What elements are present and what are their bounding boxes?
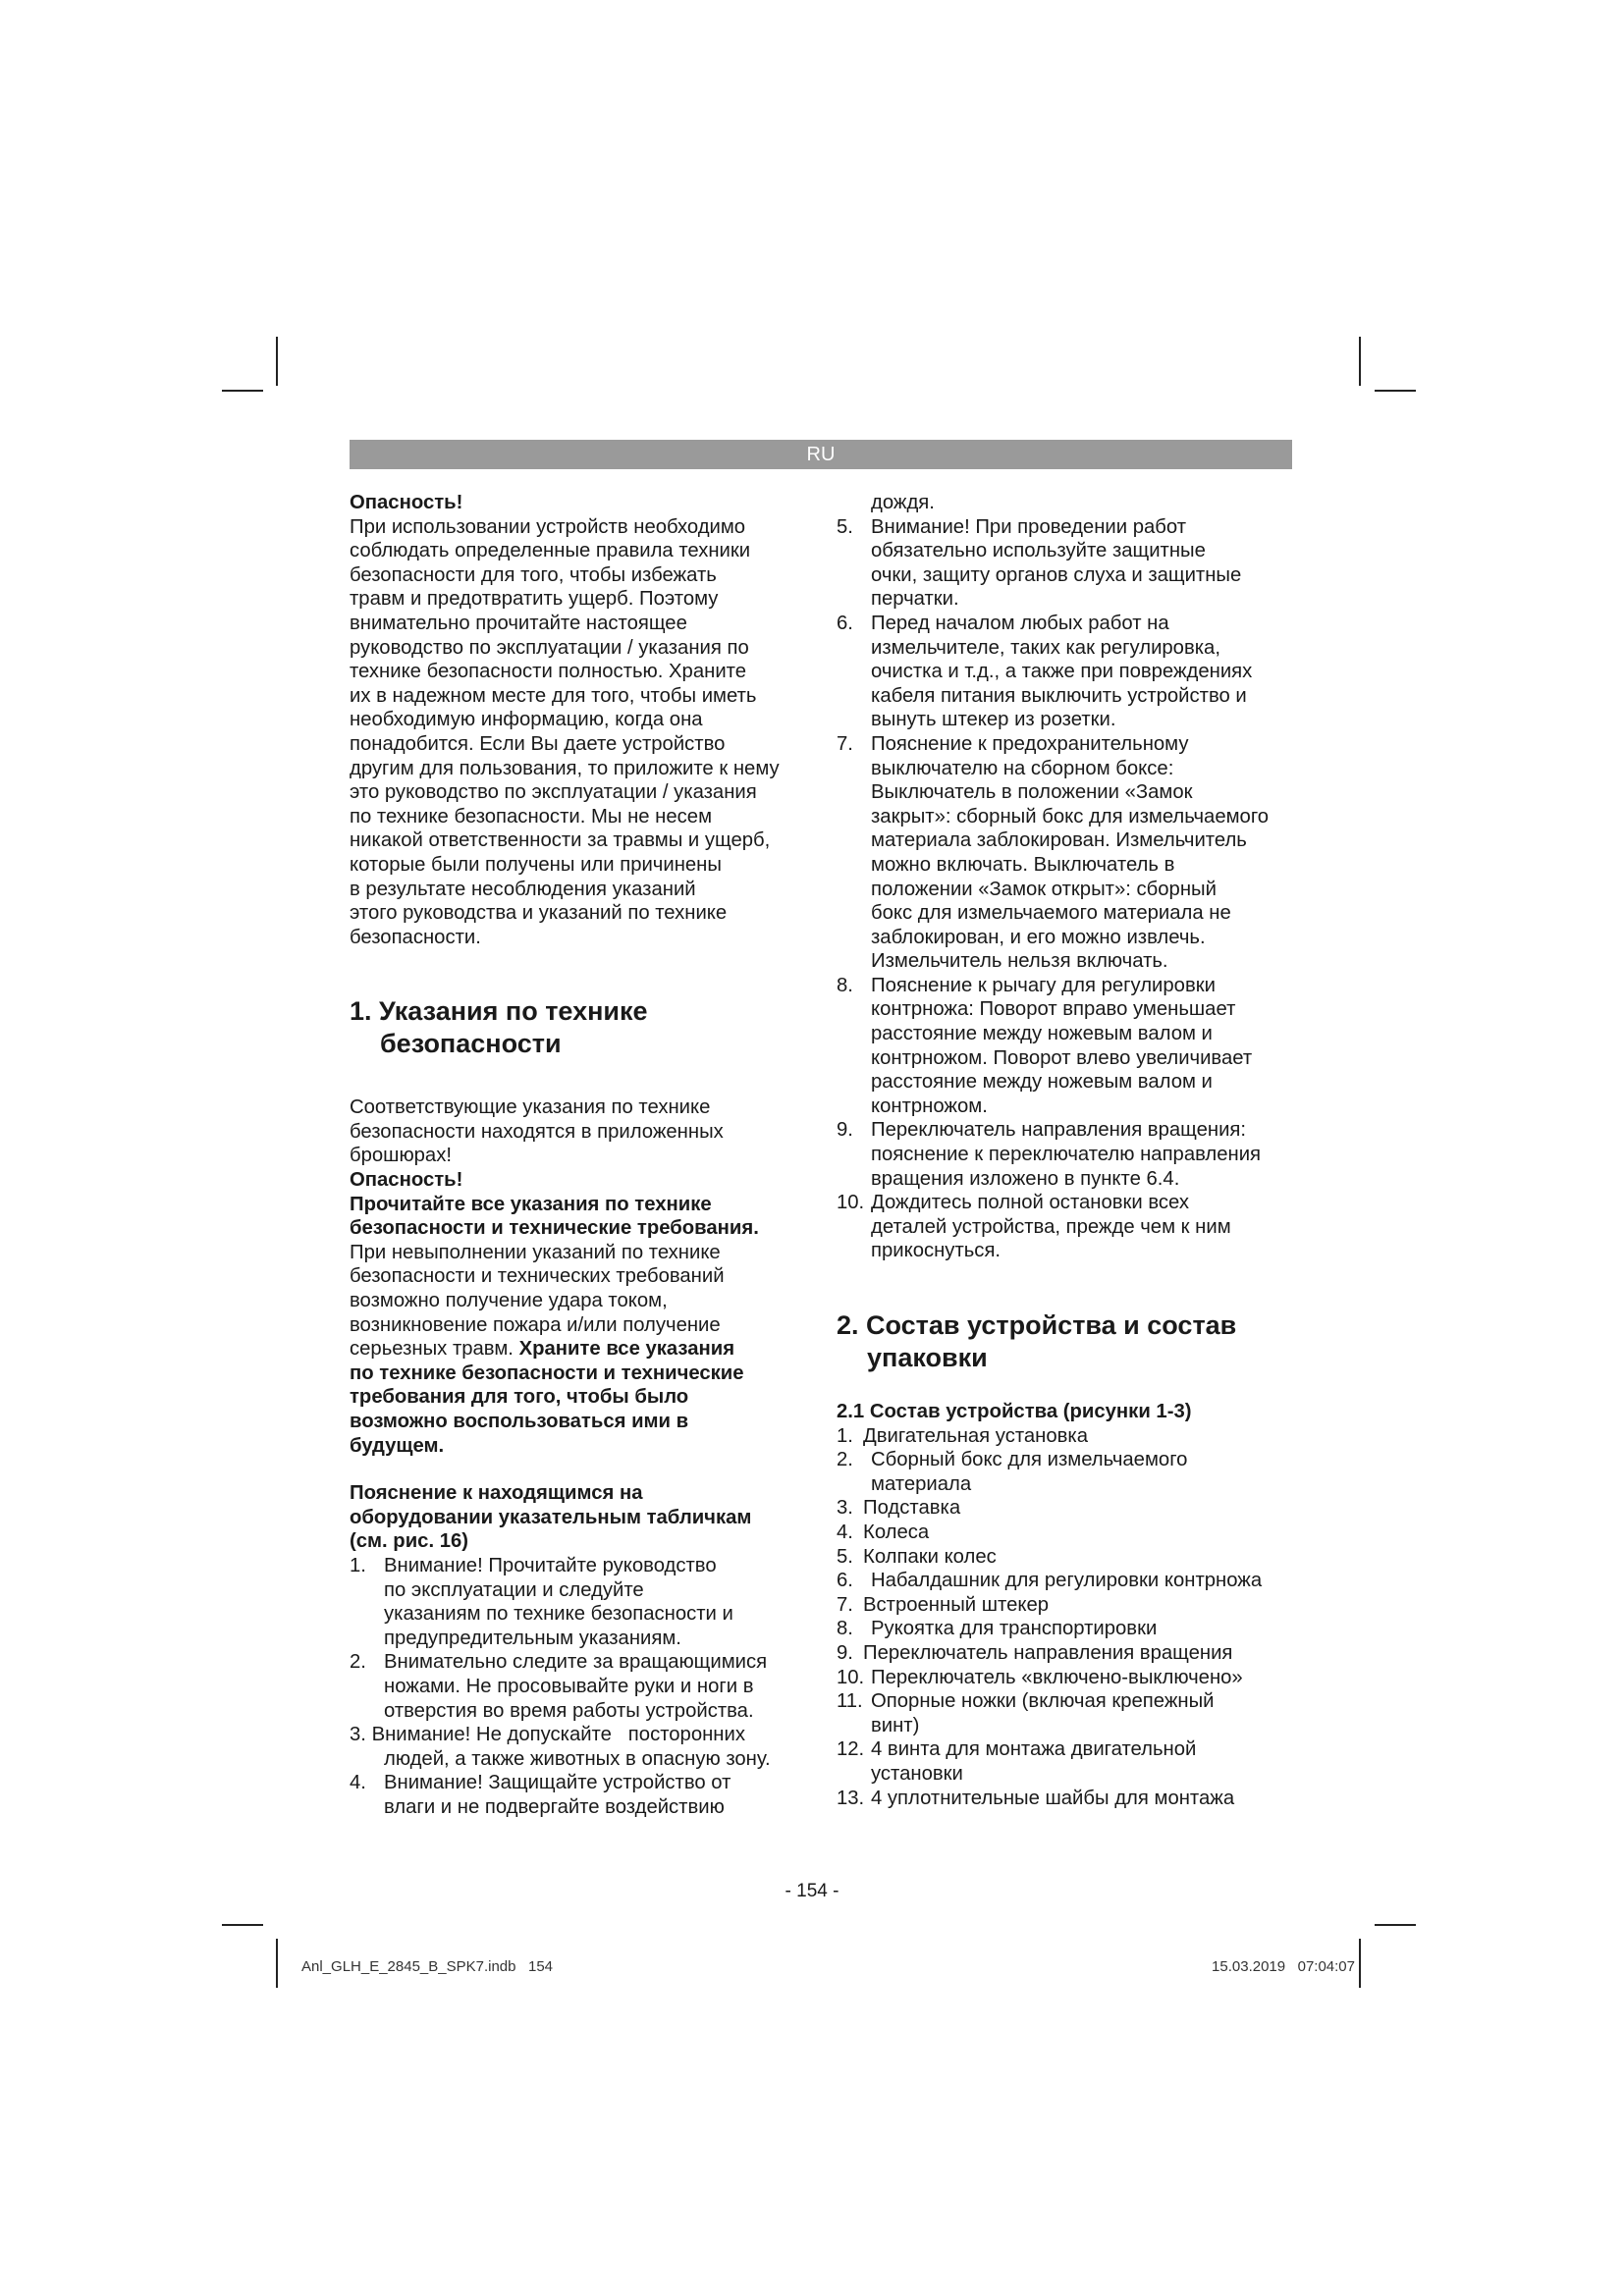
item-text-line: Дождитесь полной остановки всех xyxy=(871,1192,1190,1214)
text-line: будущем. xyxy=(350,1434,445,1457)
item-number: 11. xyxy=(837,1690,863,1713)
item-text-line: Переключатель направления вращения xyxy=(863,1641,1233,1664)
text-line: никакой ответственности за травмы и ущерб, xyxy=(350,829,771,852)
item-text-line: Набалдашник для регулировки контрножа xyxy=(871,1570,1263,1592)
list-item xyxy=(837,515,1298,612)
list-item xyxy=(837,1569,1298,1593)
list-item xyxy=(837,1191,1298,1263)
text-line: этого руководства и указаний по технике xyxy=(350,902,728,925)
text-line: которые были получены или причинены xyxy=(350,853,722,876)
item-text-line: бокс для измельчаемого материала не xyxy=(871,902,1231,925)
item-number: 6. xyxy=(837,612,853,634)
item-text-line: Переключатель направления вращения: xyxy=(871,1119,1247,1142)
item-text-line: Двигательная установка xyxy=(863,1424,1089,1447)
item-number: 4. xyxy=(350,1772,366,1794)
item-text-line: 4 винта для монтажа двигательной xyxy=(871,1738,1197,1761)
text-line: оборудовании указательным табличкам xyxy=(350,1506,752,1528)
item-number: 3. xyxy=(837,1497,853,1520)
item-text-line: выключателю на сборном боксе: xyxy=(871,757,1174,779)
list-item xyxy=(837,1496,1298,1521)
list-item xyxy=(837,1424,1298,1449)
item-number: 2. xyxy=(837,1449,853,1471)
list-item xyxy=(350,1650,811,1723)
item-text-line: Измельчитель нельзя включать. xyxy=(871,950,1168,973)
list-item xyxy=(837,1545,1298,1570)
item-text-line: Колеса xyxy=(863,1521,930,1543)
item-number: 12. xyxy=(837,1738,865,1761)
text-line: внимательно прочитайте настоящее xyxy=(350,612,687,634)
text-line: соблюдать определенные правила техники xyxy=(350,540,751,562)
item-text-line: указаниям по технике безопасности и xyxy=(384,1603,733,1626)
text-line: возможно получение удара током, xyxy=(350,1290,668,1312)
item-text-line: отверстия во время работы устройства. xyxy=(384,1699,754,1722)
list-item xyxy=(350,1723,811,1771)
crop-mark xyxy=(222,390,263,392)
item-text-line: вынуть штекер из розетки. xyxy=(871,709,1116,731)
item-text-line: Выключатель в положении «Замок xyxy=(871,781,1193,804)
item-number: 1. xyxy=(350,1554,366,1576)
list-item xyxy=(837,1118,1298,1191)
text-line: по технике безопасности и технические xyxy=(350,1362,744,1384)
text-line: другим для пользования, то приложите к нему xyxy=(350,757,780,779)
footer-datetime: 15.03.2019 07:04:07 xyxy=(1212,1958,1355,1975)
item-number: 8. xyxy=(837,1618,853,1640)
item-number: 5. xyxy=(837,515,853,538)
item-text-line: Внимательно следите за вращающимися xyxy=(384,1651,768,1674)
item-text-line: пояснение к переключателю направления xyxy=(871,1144,1262,1166)
language-header-bar xyxy=(350,440,1292,469)
item-text-line: Пояснение к предохранительному xyxy=(871,732,1189,755)
item-text-line: Сборный бокс для измельчаемого xyxy=(871,1449,1188,1471)
list-item xyxy=(837,732,1298,974)
text-line: Прочитайте все указания по технике xyxy=(350,1193,712,1215)
item-text-line: предупредительным указаниям. xyxy=(384,1627,681,1649)
text-line: (см. рис. 16) xyxy=(350,1530,469,1553)
text-line: При использовании устройств необходимо xyxy=(350,515,746,538)
item-text-line: людей, а также животных в опасную зону. xyxy=(384,1747,771,1770)
text-line: безопасности и технические требования. xyxy=(350,1217,759,1240)
item-text-line: измельчителе, таких как регулировка, xyxy=(871,636,1220,659)
left-column xyxy=(350,491,811,1820)
heading-line: безопасности xyxy=(380,1029,562,1059)
section-1-intro xyxy=(350,1095,811,1458)
text-plain: серьезных травм. xyxy=(350,1338,519,1361)
crop-mark xyxy=(1375,390,1416,392)
list-item xyxy=(837,1593,1298,1618)
heading-line: 2. Состав устройства и состав xyxy=(837,1310,1237,1340)
list-item xyxy=(837,1641,1298,1666)
item-number: 10. xyxy=(837,1666,865,1688)
list-item xyxy=(837,974,1298,1119)
item-text-line: установки xyxy=(871,1762,963,1785)
item-text-line: Внимание! При проведении работ xyxy=(871,515,1187,538)
item-text-line: контрножом. xyxy=(871,1095,988,1117)
item-number: 5. xyxy=(837,1545,853,1568)
item-text-line: Переключатель «включено-выключено» xyxy=(871,1666,1243,1688)
crop-mark xyxy=(222,1924,263,1926)
list-item xyxy=(837,1521,1298,1545)
item-text-line: очки, защиту органов слуха и защитные xyxy=(871,563,1242,586)
heading-line: 1. Указания по технике xyxy=(350,996,648,1027)
item-text-line: Опорные ножки (включая крепежный xyxy=(871,1690,1215,1713)
item-number: 9. xyxy=(837,1641,853,1664)
item-number: 10. xyxy=(837,1192,865,1214)
item-number: 7. xyxy=(837,1593,853,1616)
item-text-line: закрыт»: сборный бокс для измельчаемого xyxy=(871,805,1270,828)
item-number: 6. xyxy=(837,1570,853,1592)
text-line: по технике безопасности. Мы не несем xyxy=(350,805,713,828)
text-line: руководство по эксплуатации / указания по xyxy=(350,636,749,659)
text-line: безопасности. xyxy=(350,926,481,948)
text-line: технике безопасности полностью. Храните xyxy=(350,661,746,683)
item-text-line: вращения изложено в пункте 6.4. xyxy=(871,1167,1180,1190)
text-line xyxy=(350,1337,811,1362)
signs-title xyxy=(350,1481,811,1554)
item-text-line: Пояснение к рычагу для регулировки xyxy=(871,974,1216,996)
list-item xyxy=(837,1448,1298,1496)
item-text-line: положении «Замок открыт»: сборный xyxy=(871,878,1217,900)
item-text-line: прикоснуться. xyxy=(871,1240,1001,1262)
item-number: 8. xyxy=(837,974,853,996)
item-text-line: влаги и не подвергайте воздействию xyxy=(384,1795,725,1818)
list-item xyxy=(837,1689,1298,1737)
parts-list xyxy=(837,1424,1298,1811)
text-line: Пояснение к находящимся на xyxy=(350,1482,643,1505)
crop-mark xyxy=(1359,337,1361,386)
crop-mark xyxy=(1359,1939,1361,1988)
danger-text xyxy=(350,515,811,950)
page-number: - 154 - xyxy=(785,1881,839,1901)
item-text-line: Колпаки колес xyxy=(863,1545,997,1568)
signs-list xyxy=(350,1554,811,1820)
language-label: RU xyxy=(806,444,836,465)
item-text-line: Перед началом любых работ на xyxy=(871,612,1169,634)
list-item xyxy=(837,1666,1298,1690)
item-text-line: материала xyxy=(871,1472,972,1495)
text-line: безопасности для того, чтобы избежать xyxy=(350,563,717,586)
list-item xyxy=(837,1617,1298,1641)
footer-file-info: Anl_GLH_E_2845_B_SPK7.indb 154 xyxy=(301,1958,554,1975)
item-text-line: винт) xyxy=(871,1714,920,1736)
danger-label: Опасность! xyxy=(350,1169,463,1192)
text-line: возможно воспользоваться ими в xyxy=(350,1411,689,1432)
item-text-line: обязательно используйте защитные xyxy=(871,540,1206,562)
text-line: Соответствующие указания по технике xyxy=(350,1096,711,1119)
text-line: травм и предотвратить ущерб. Поэтому xyxy=(350,588,719,611)
item-text-line: по эксплуатации и следуйте xyxy=(384,1578,644,1601)
item-number: 9. xyxy=(837,1119,853,1142)
item-text-line: Внимание! Не допускайте посторонних xyxy=(371,1724,745,1746)
crop-mark xyxy=(276,1939,278,1988)
item-text-line: перчатки. xyxy=(871,588,959,611)
text-line: требования для того, чтобы было xyxy=(350,1386,689,1409)
item-number: 3. xyxy=(350,1724,366,1746)
text-line: безопасности и технических требований xyxy=(350,1265,725,1288)
item-text-line: материала заблокирован. Измельчитель xyxy=(871,829,1247,852)
item-text-line: Внимание! Защищайте устройство от xyxy=(384,1772,731,1794)
item-text-line: Подставка xyxy=(863,1497,961,1520)
item-text-line: можно включать. Выключатель в xyxy=(871,853,1175,876)
item-number: 7. xyxy=(837,732,853,755)
subsection-2-1-title: 2.1 Состав устройства (рисунки 1-3) xyxy=(837,1401,1192,1422)
text-line: их в надежном месте для того, чтобы иметь xyxy=(350,684,757,707)
section-1-heading xyxy=(350,995,811,1060)
item-text-line: очистка и т.д., а также при повреждениях xyxy=(871,661,1253,683)
item-number: 1. xyxy=(837,1424,853,1447)
crop-mark xyxy=(276,337,278,386)
item-text-line: заблокирован, и его можно извлечь. xyxy=(871,926,1206,948)
right-column xyxy=(837,491,1298,1810)
text-bold: Храните все указания xyxy=(518,1338,735,1361)
signs-list-continued xyxy=(837,515,1298,1263)
item-number: 13. xyxy=(837,1787,865,1809)
danger-title: Опасность! xyxy=(350,492,463,513)
text-line: При невыполнении указаний по технике xyxy=(350,1241,721,1263)
item-number: 4. xyxy=(837,1521,853,1543)
item-text-line: расстояние между ножевым валом и xyxy=(871,1071,1213,1094)
text-line: необходимую информацию, когда она xyxy=(350,709,703,731)
text-line: брошюрах! xyxy=(350,1145,452,1167)
continued-line: дождя. xyxy=(871,492,935,513)
text-line: это руководство по эксплуатации / указания xyxy=(350,781,757,804)
crop-mark xyxy=(1375,1924,1416,1926)
list-item xyxy=(837,1787,1298,1811)
item-text-line: 4 уплотнительные шайбы для монтажа xyxy=(871,1787,1235,1809)
item-text-line: Рукоятка для транспортировки xyxy=(871,1618,1158,1640)
list-item xyxy=(350,1554,811,1650)
text-line: безопасности находятся в приложенных xyxy=(350,1120,724,1143)
item-text-line: контрножа: Поворот вправо уменьшает xyxy=(871,998,1236,1021)
text-line: понадобится. Если Вы даете устройство xyxy=(350,732,726,755)
item-number: 2. xyxy=(350,1651,366,1674)
item-text-line: Встроенный штекер xyxy=(863,1593,1050,1616)
item-text-line: контрножом. Поворот влево увеличивает xyxy=(871,1046,1253,1069)
item-text-line: деталей устройства, прежде чем к ним xyxy=(871,1215,1231,1238)
text-line: возникновение пожара и/или получение xyxy=(350,1313,721,1336)
list-item xyxy=(350,1771,811,1819)
section-2-heading xyxy=(837,1309,1298,1374)
heading-line: упаковки xyxy=(867,1343,988,1372)
text-line: в результате несоблюдения указаний xyxy=(350,878,696,900)
list-item xyxy=(837,612,1298,732)
item-text-line: расстояние между ножевым валом и xyxy=(871,1023,1213,1045)
item-text-line: кабеля питания выключить устройство и xyxy=(871,684,1247,707)
item-text-line: ножами. Не просовывайте руки и ноги в xyxy=(384,1675,754,1697)
list-item xyxy=(837,1737,1298,1786)
item-text-line: Внимание! Прочитайте руководство xyxy=(384,1554,717,1576)
